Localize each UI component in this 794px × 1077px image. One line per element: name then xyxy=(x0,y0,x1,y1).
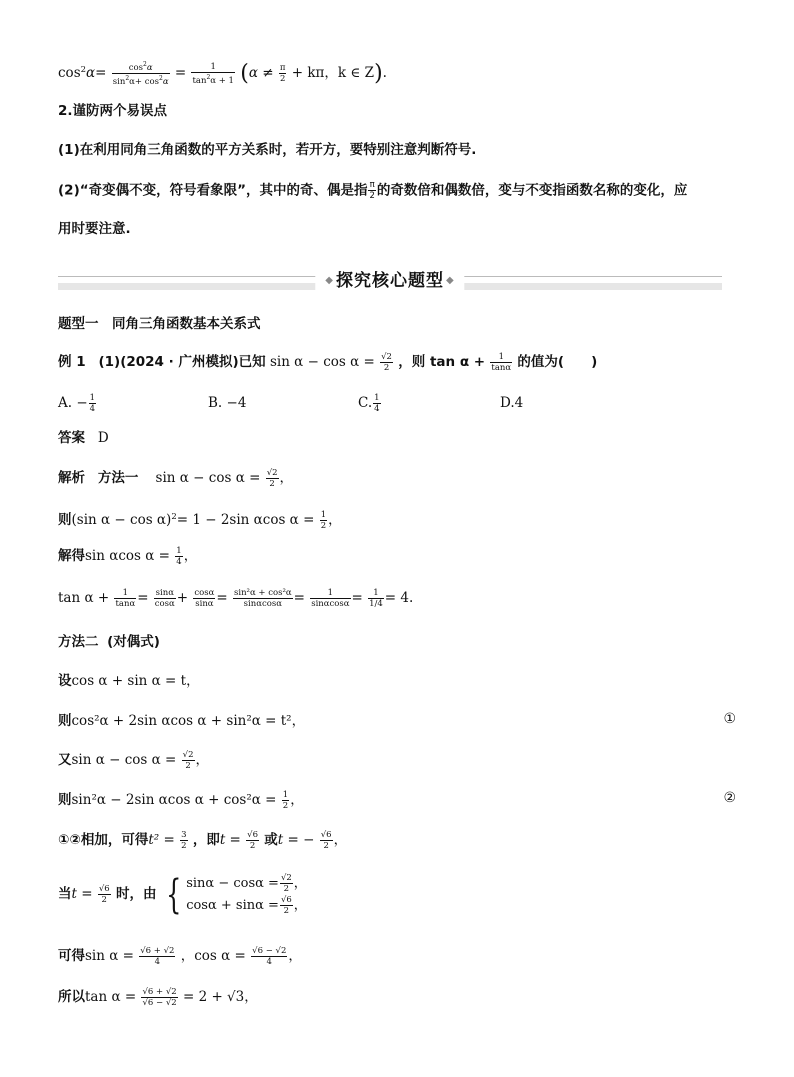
equation-marker-2: ② xyxy=(723,790,736,806)
paragraph-2-cont: 用时要注意. xyxy=(58,221,131,237)
step-product: 解得sin αcos α = $\frac{1}{4}$ ， xyxy=(58,546,198,567)
step-system: 当t = $\frac{√6}{2}$ 时，由 { sinα − cosα = $\frac{√2}{2}$ ， cosα + sinα = $\frac{√6}{2}$ ， xyxy=(58,871,307,918)
equation-marker-1: ① xyxy=(723,711,736,727)
section-title-pitfalls: 2.谨防两个易误点 xyxy=(58,103,168,119)
step-solve: 可得sin α = $\frac{√6 + √2}{4}$ ，cos α = $\frac{√6 - √2}{4}$ ， xyxy=(58,946,302,967)
option-d: D.4 xyxy=(500,395,524,411)
paragraph-1: (1)在利用同角三角函数的平方关系时，若开方，要特别注意判断符号. xyxy=(58,142,477,158)
fraction: $\frac{\cos^2\alpha}{\sin^2\alpha+ \cos^2\alpha}$ xyxy=(112,61,169,87)
method-2-heading: 方法二 (对偶式) xyxy=(58,634,160,650)
answer: 答案 D xyxy=(58,430,109,446)
step-result: 所以tan α = $\frac{√6 + √2}{√6 - √2}$ = 2 + √3， xyxy=(58,987,258,1008)
formula-cos-squared: $\cos^2\alpha=$ $\frac{\cos^2\alpha}{\sin^2\alpha+ \cos^2\alpha}$ = $\frac{1}{\tan^2\alpha + 1}$ (α ≠ $\frac{\pi}{2}$ + kπ，k ∈ Z). xyxy=(58,61,387,87)
topic-heading: 题型一 同角三角函数基本关系式 xyxy=(58,316,261,332)
divider-title: ◆ 探究核心题型 ◆ xyxy=(315,266,464,291)
equation-system: sinα − cosα = $\frac{√2}{2}$ ， cosα + sinα = $\frac{√6}{2}$ ， xyxy=(186,872,307,916)
step-square: 则(sin α − cos α)$^2$= 1 − 2sin αcos α = $\frac{1}{2}$ ， xyxy=(58,510,342,531)
option-a: A. − $\frac{1}{4}$ xyxy=(58,393,96,414)
option-c: C. $\frac{1}{4}$ xyxy=(358,393,380,414)
solution-method-1: 解析 方法一 sin α − cos α = $\frac{√2}{2}$ ， xyxy=(58,468,294,489)
step-given: 又sin α − cos α = $\frac{√2}{2}$ ， xyxy=(58,750,209,771)
step-set-t: 设cos α + sin α = t， xyxy=(58,673,200,689)
equation-2: 则sin²α − 2sin αcos α + cos²α = $\frac{1}{2}$ ， xyxy=(58,790,304,811)
section-divider xyxy=(58,266,722,292)
step-tan-sum: tan α + $\frac{1}{\tan\alpha}$ = $\frac{\sin\alpha}{\cos\alpha}$ + $\frac{\cos\alpha}{\sin\alpha}$ = $\frac{\text{sin²α + cos²α}}{\sin\alpha\cos\alpha}$ = $\frac{1}{\sin\alpha\cos\alpha}$ = $\frac{1}{1/4}$ = 4. xyxy=(58,588,414,609)
equation-1: 则cos²α + 2sin αcos α + sin²α = t²， xyxy=(58,713,306,729)
step-add: ①②相加，可得t² = $\frac{3}{2}$ ，即t = $\frac{√6}{2}$ 或t = − $\frac{√6}{2}$ ， xyxy=(58,830,348,851)
option-b: B. −4 xyxy=(208,395,247,411)
fraction: $\frac{1}{\tan^2\alpha + 1}$ xyxy=(192,61,234,86)
paragraph-2: (2)“奇变偶不变，符号看象限”，其中的奇、偶是指 $\frac{\pi}{2}$ 的奇数倍和偶数倍，变与不变指函数名称的变化，应 xyxy=(58,180,688,201)
example-1: 例 1 (1)(2024 · 广州模拟)已知 sin α − cos α = $\frac{√2}{2}$ ，则 tan α + $\frac{1}{\tan\alpha}$ 的值为( ) xyxy=(58,352,598,373)
